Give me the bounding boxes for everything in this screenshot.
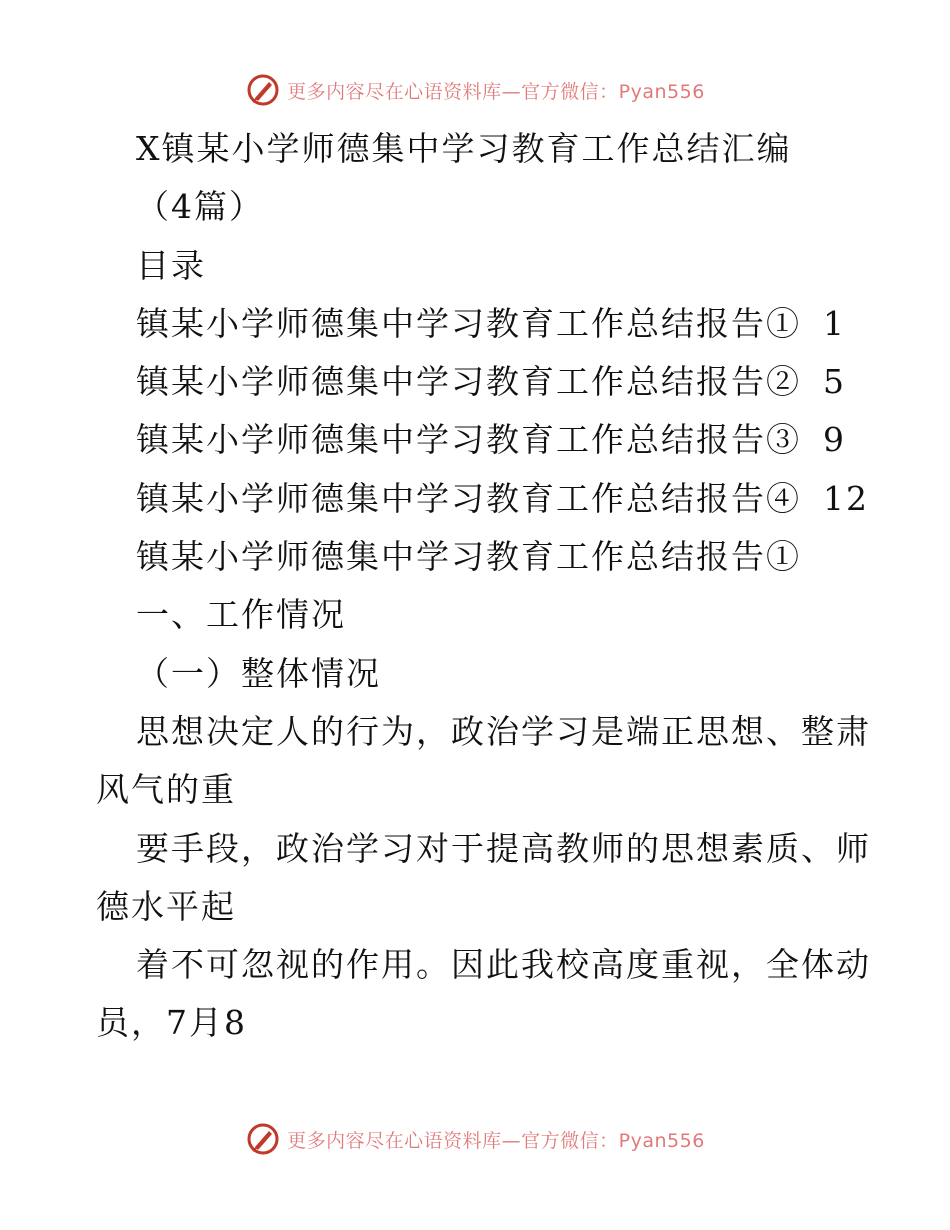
- header-banner: [0, 70, 950, 110]
- heading-level-2: （一）整体情况: [136, 653, 381, 693]
- toc-entry-page: 12: [823, 478, 869, 518]
- paragraph-line: 着不可忽视的作用。因此我校高度重视，全体动: [136, 945, 871, 985]
- document-title: X镇某小学师德集中学习教育工作总结汇编: [136, 129, 792, 168]
- toc-entry-page: 5: [823, 362, 846, 402]
- toc-entry-label: 镇某小学师德集中学习教育工作总结报告②: [136, 362, 801, 402]
- toc-entry-page: 1: [823, 303, 846, 343]
- footer-banner: [0, 1119, 950, 1159]
- toc-entry-label: 镇某小学师德集中学习教育工作总结报告①: [136, 303, 801, 343]
- toc-entry[interactable]: [96, 411, 856, 469]
- header-banner-text: 更多内容尽在心语资料库—官方微信：Pyan556: [287, 80, 705, 103]
- pen-seal-logo-icon: [245, 72, 281, 108]
- toc-heading: 目录: [136, 245, 206, 285]
- toc-entry[interactable]: [96, 295, 856, 353]
- toc-entry-label: 镇某小学师德集中学习教育工作总结报告③: [136, 420, 801, 460]
- section-title: 镇某小学师德集中学习教育工作总结报告①: [136, 537, 801, 577]
- paragraph-line: 风气的重: [96, 770, 236, 810]
- toc-entry-page: 9: [823, 420, 846, 460]
- footer-banner-text: 更多内容尽在心语资料库—官方微信：Pyan556: [287, 1129, 705, 1152]
- heading-level-1: 一、工作情况: [136, 595, 346, 635]
- paragraph-line: 要手段，政治学习对于提高教师的思想素质、师: [136, 828, 871, 868]
- document-title-count: （4篇）: [136, 187, 264, 227]
- toc-entry[interactable]: [96, 353, 856, 411]
- toc-entry[interactable]: [96, 470, 869, 528]
- paragraph-line: 德水平起: [96, 886, 236, 926]
- toc-entry-label: 镇某小学师德集中学习教育工作总结报告④: [136, 478, 801, 518]
- pen-seal-logo-icon: [245, 1121, 281, 1157]
- paragraph-line: 思想决定人的行为，政治学习是端正思想、整肃: [136, 711, 871, 751]
- paragraph-line: 员，7月8: [96, 1003, 247, 1043]
- document-body: [96, 120, 871, 1053]
